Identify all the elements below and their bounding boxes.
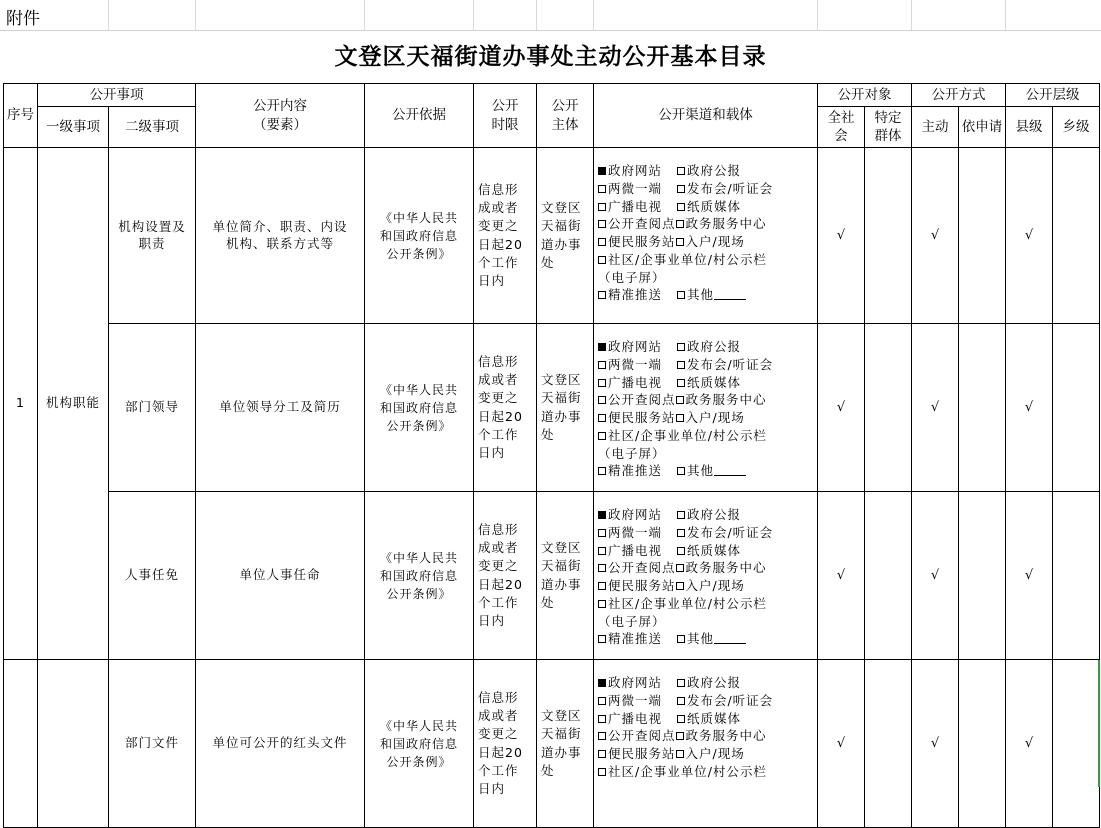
level2-cell: 人事任免 [109,492,196,660]
checkbox-checked-icon [598,679,606,687]
subject-cell: 文登区 天福街 道办事 处 [537,660,594,828]
checkbox-empty-icon [598,529,606,537]
header-level: 公开层级 [1006,84,1100,107]
checkbox-empty-icon [598,547,606,555]
header-level1: 一级事项 [38,107,109,148]
channel-cell: 政府网站 政府公报 两微一端 发布会/听证会 广播电视 纸质媒体 公开查阅点 政务服务中心 便民服务站 入户/现场 社区/企事业单位/村公示栏 （电子屏） 精准推送 其他 [594,148,818,324]
subject-cell: 文登区 天福街 道办事 处 [537,148,594,324]
header-time-limit: 公开 时限 [474,84,537,148]
header-specific-group: 特定 群体 [865,107,912,148]
checkbox-empty-icon [598,768,606,776]
header-whole-society: 全社 会 [818,107,865,148]
checkbox-empty-icon [598,220,606,228]
checkbox-empty-icon [598,238,606,246]
basis-cell: 《中华人民共 和国政府信息 公开条例》 [365,324,474,492]
township-cell [1053,148,1100,324]
level2-cell: 部门文件 [109,660,196,828]
checkbox-empty-icon [677,715,685,723]
basis-cell: 《中华人民共 和国政府信息 公开条例》 [365,492,474,660]
checkbox-empty-icon [598,361,606,369]
checkbox-empty-icon [677,291,685,299]
checkbox-empty-icon [677,379,685,387]
checkbox-empty-icon [677,697,685,705]
sheet-gridline [593,0,594,30]
checkbox-empty-icon [677,361,685,369]
checkbox-empty-icon [598,396,606,404]
county-check: √ [1006,324,1053,492]
page-title: 文登区天福街道办事处主动公开基本目录 [334,43,767,70]
county-check: √ [1006,492,1053,660]
catalog-table [3,83,1100,828]
attachment-label: 附件 [6,9,40,29]
table-row [4,492,1100,660]
active-check: √ [912,148,959,324]
channel-cell: 政府网站 政府公报 两微一端 发布会/听证会 广播电视 纸质媒体 公开查阅点 政务服务中心 便民服务站 入户/现场 社区/企事业单位/村公示栏 （电子屏） 精准推送 其他 [594,324,818,492]
header-target: 公开对象 [818,84,912,107]
active-check: √ [912,660,959,828]
seq-cell: 1 [4,148,38,660]
header-level2: 二级事项 [109,107,196,148]
time-limit-cell: 信息形 成或者 变更之 日起20 个工作 日内 [474,492,537,660]
checkbox-empty-icon [598,635,606,643]
active-check: √ [912,492,959,660]
subject-cell: 文登区 天福街 道办事 处 [537,492,594,660]
sheet-gridline [473,0,474,30]
county-check: √ [1006,660,1053,828]
checkbox-empty-icon [598,600,606,608]
header-channel: 公开渠道和载体 [594,84,818,148]
checkbox-empty-icon [598,750,606,758]
specific-group-cell [865,324,912,492]
checkbox-empty-icon [676,414,684,422]
checkbox-empty-icon [598,414,606,422]
checkbox-empty-icon [676,396,684,404]
checkbox-empty-icon [676,220,684,228]
specific-group-cell [865,492,912,660]
checkbox-empty-icon [598,582,606,590]
township-cell [1053,492,1100,660]
whole-society-check: √ [818,492,865,660]
content-cell: 单位人事任命 [196,492,365,660]
table-row [4,660,1100,828]
checkbox-empty-icon [598,564,606,572]
header-county: 县级 [1006,107,1053,148]
time-limit-cell: 信息形 成或者 变更之 日起20 个工作 日内 [474,660,537,828]
on-request-cell [959,148,1006,324]
checkbox-empty-icon [677,511,685,519]
on-request-cell [959,660,1006,828]
time-limit-cell: 信息形 成或者 变更之 日起20 个工作 日内 [474,148,537,324]
checkbox-empty-icon [598,697,606,705]
level2-cell: 部门领导 [109,324,196,492]
township-cell [1053,324,1100,492]
checkbox-empty-icon [677,679,685,687]
header-basis: 公开依据 [365,84,474,148]
sheet-gridline [536,0,537,30]
whole-society-check: √ [818,324,865,492]
checkbox-checked-icon [598,343,606,351]
checkbox-empty-icon [598,203,606,211]
content-cell: 单位领导分工及简历 [196,324,365,492]
sheet-gridline [0,30,1101,31]
sheet-gridline [817,0,818,30]
header-township: 乡级 [1053,107,1100,148]
specific-group-cell [865,660,912,828]
basis-cell: 《中华人民共 和国政府信息 公开条例》 [365,660,474,828]
checkbox-empty-icon [677,635,685,643]
seq-cell [4,660,38,828]
header-seq: 序号 [4,84,38,148]
sheet-gridline [364,0,365,30]
checkbox-empty-icon [598,432,606,440]
checkbox-empty-icon [676,238,684,246]
whole-society-check: √ [818,148,865,324]
content-cell: 单位可公开的红头文件 [196,660,365,828]
checkbox-empty-icon [677,203,685,211]
sheet-gridline [108,0,109,30]
level2-cell: 机构设置及 职责 [109,148,196,324]
checkbox-empty-icon [676,564,684,572]
checkbox-empty-icon [677,185,685,193]
blank-underline [714,289,746,300]
level1-cell [38,660,109,828]
checkbox-empty-icon [677,167,685,175]
subject-cell: 文登区 天福街 道办事 处 [537,324,594,492]
blank-underline [714,633,746,644]
level1-cell: 机构职能 [38,148,109,660]
blank-underline [714,465,746,476]
specific-group-cell [865,148,912,324]
active-check: √ [912,324,959,492]
sheet-gridline [1005,0,1006,30]
on-request-cell [959,324,1006,492]
header-on-request: 依申请 [959,107,1006,148]
header-content: 公开内容 （要素） [196,84,365,148]
channel-cell: 政府网站 政府公报 两微一端 发布会/听证会 广播电视 纸质媒体 公开查阅点 政务服务中心 便民服务站 入户/现场 社区/企事业单位/村公示栏 [594,660,818,828]
header-subject: 公开 主体 [537,84,594,148]
on-request-cell [959,492,1006,660]
basis-cell: 《中华人民共 和国政府信息 公开条例》 [365,148,474,324]
header-public-items: 公开事项 [38,84,196,107]
checkbox-empty-icon [677,467,685,475]
checkbox-checked-icon [598,167,606,175]
checkbox-empty-icon [676,582,684,590]
header-method: 公开方式 [912,84,1006,107]
county-check: √ [1006,148,1053,324]
checkbox-empty-icon [598,291,606,299]
table-row [4,324,1100,492]
channel-cell: 政府网站 政府公报 两微一端 发布会/听证会 广播电视 纸质媒体 公开查阅点 政务服务中心 便民服务站 入户/现场 社区/企事业单位/村公示栏 （电子屏） 精准推送 其他 [594,492,818,660]
table-row [4,148,1100,324]
sheet-gridline [195,0,196,30]
cell-selection-border [1098,660,1100,787]
checkbox-empty-icon [598,185,606,193]
checkbox-empty-icon [598,715,606,723]
header-active: 主动 [912,107,959,148]
whole-society-check: √ [818,660,865,828]
content-cell: 单位简介、职责、内设 机构、联系方式等 [196,148,365,324]
checkbox-empty-icon [598,467,606,475]
sheet-gridline [911,0,912,30]
checkbox-empty-icon [598,379,606,387]
checkbox-empty-icon [598,256,606,264]
township-cell [1053,660,1100,828]
checkbox-empty-icon [598,732,606,740]
checkbox-checked-icon [598,511,606,519]
checkbox-empty-icon [677,529,685,537]
checkbox-empty-icon [677,343,685,351]
checkbox-empty-icon [676,750,684,758]
checkbox-empty-icon [677,547,685,555]
time-limit-cell: 信息形 成或者 变更之 日起20 个工作 日内 [474,324,537,492]
checkbox-empty-icon [676,732,684,740]
